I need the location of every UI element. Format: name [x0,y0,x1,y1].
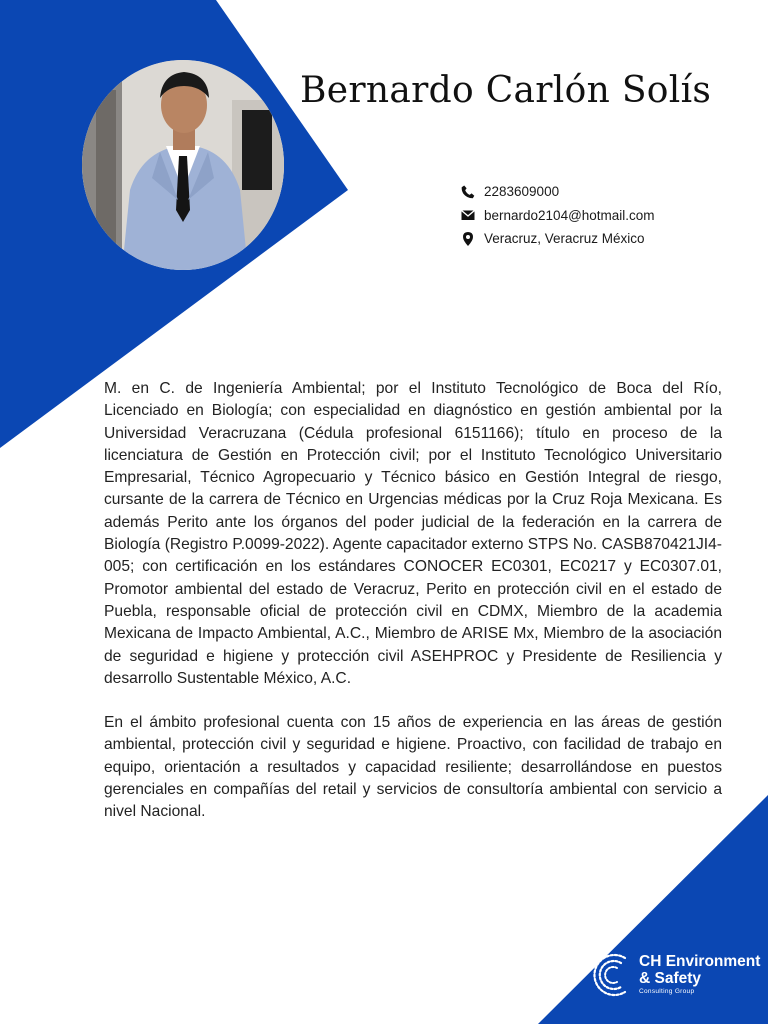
contact-info [460,180,655,251]
person-name: Bernardo Carlón Solís [300,70,712,111]
bio-paragraph-1: M. en C. de Ingeniería Ambiental; por el Instituto Tecnológico de Boca del Río, Licenciado en Biología; con especialidad en diagnóstico en gestión ambiental por la Universidad Veracruzana (Cédula profesional 6151166); título en proceso de la licenciatura de Gestión en Protección civil; por el Instituto Tecnológico Universitario Empresarial, Técnico Agropecuario y Técnico básico en Gestión Integral de riesgo, cursante de la carrera de Técnico en Urgencias médicas por la Cruz Roja Mexicana. Es además Perito ante los órganos del poder judicial de la federación en la carrera de Biología (Registro P.0099-2022). Agente capacitador externo STPS No. CASB870421JI4-005; con certificación en los estándares CONOCER EC0301, EC0217 y EC0307.01, Promotor ambiental del estado de Veracruz, Perito en protección civil en el estado de Puebla, responsable oficial de protección civil en CDMX, Miembro de la academia Mexicana de Impacto Ambiental, A.C., Miembro de ARISE Mx, Miembro de la asociación de seguridad e higiene y protección civil ASEHPROC y Presidente de Resiliencia y desarrollo Sustentable México, A.C. [104,380,722,687]
logo-subtitle: Consulting Group [639,988,695,995]
bio-paragraph-2: En el ámbito profesional cuenta con 15 años de experiencia en las áreas de gestión ambiental, protección civil y seguridad e higiene. Proactivo, con facilidad de trabajo en equipo, orientación a resultados y capacidad resiliente; desarrollándose en puestos gerenciales en compañías del retail y servicios de consultoría ambiental con servicio a nivel Nacional. [104,714,722,821]
location-pin-icon [460,231,476,247]
phone-number: 2283609000 [484,184,560,200]
biography [104,378,722,824]
logo-title-line1: CH Environment [639,953,761,970]
logo-title-line2: & Safety [639,970,702,987]
contact-phone[interactable] [460,180,655,204]
location-text: Veracruz, Veracruz México [484,231,645,247]
company-logo [585,946,760,1004]
contact-location [460,227,655,251]
email-icon [460,207,476,223]
contact-email[interactable] [460,204,655,228]
phone-icon [460,184,476,200]
company-logo-mark-icon [585,946,635,1004]
profile-photo [82,60,284,270]
email-address: bernardo2104@hotmail.com [484,207,655,223]
